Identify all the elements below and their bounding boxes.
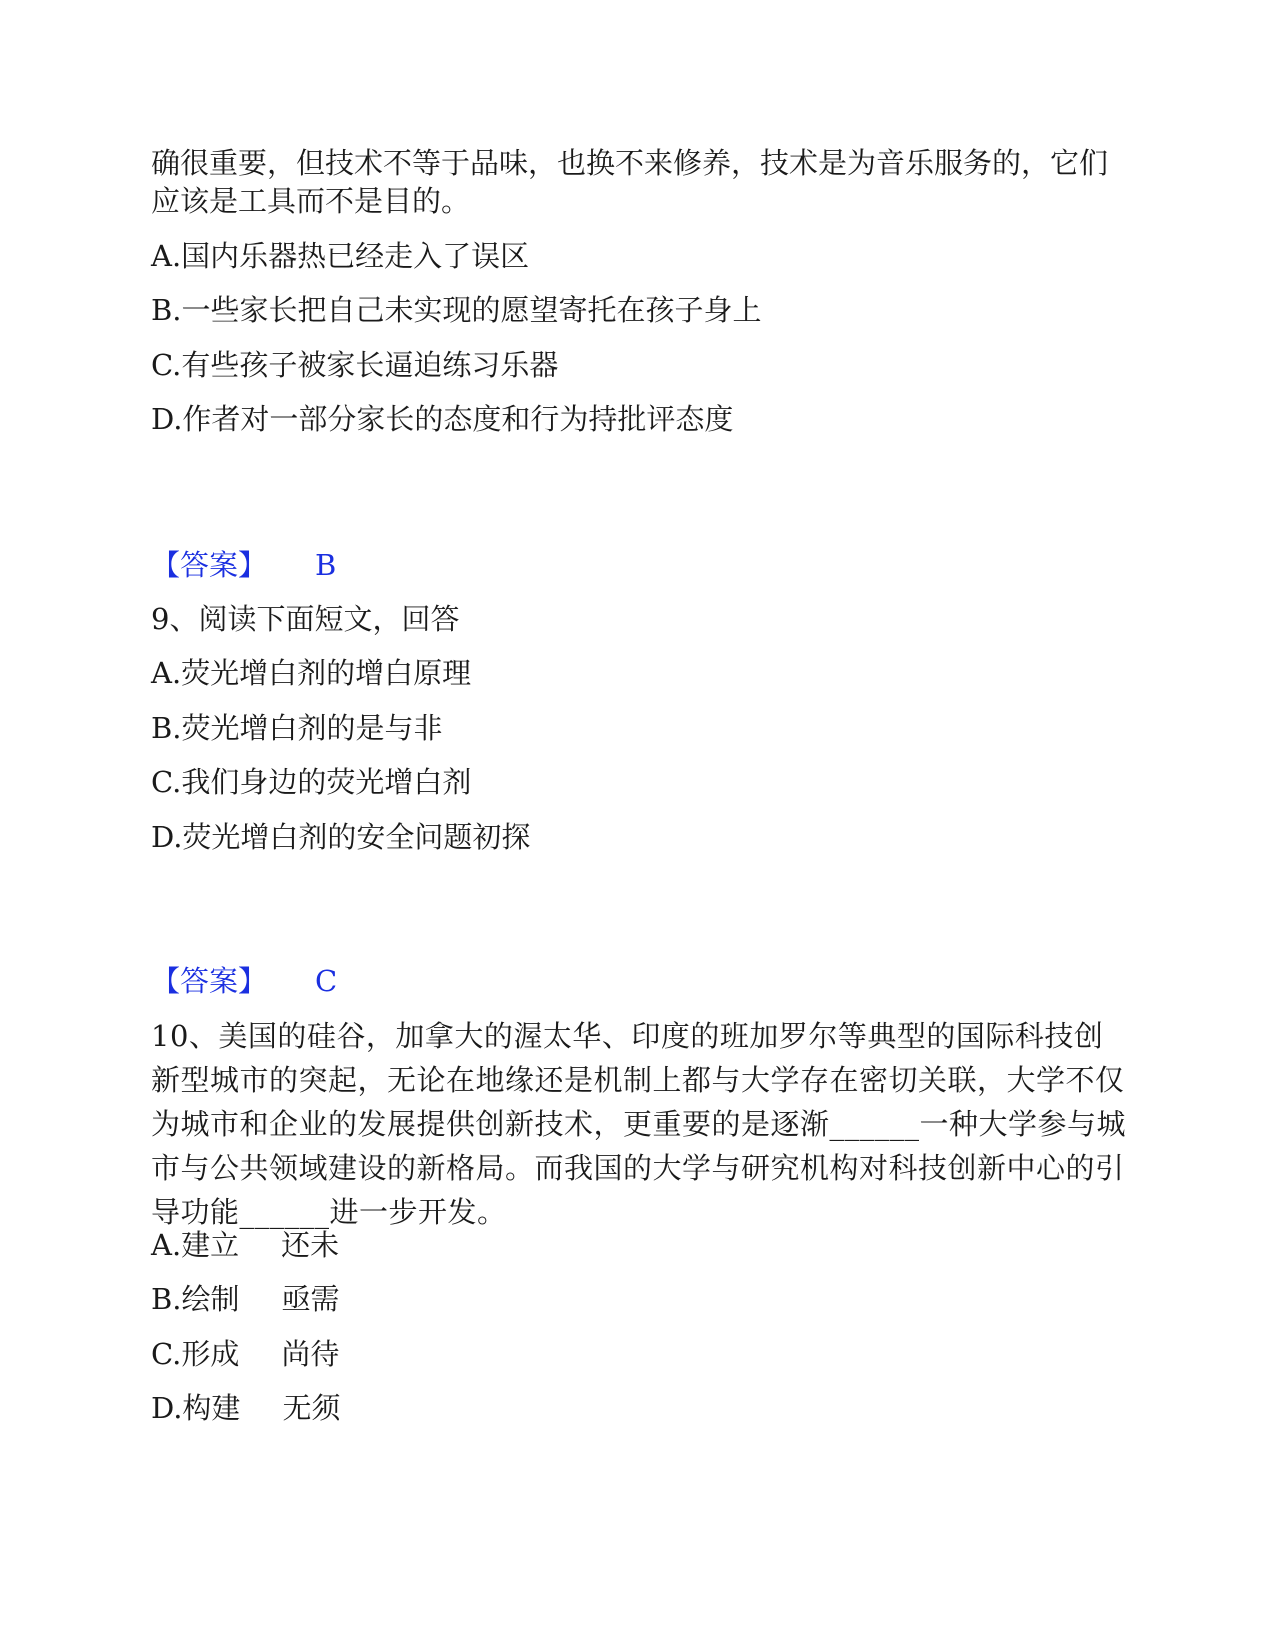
q9-stem: 9、阅读下面短文，回答 [151, 602, 460, 636]
q8-option-b: B.一些家长把自己未实现的愿望寄托在孩子身上 [151, 293, 762, 327]
q9-answer [151, 961, 337, 1001]
q10-option-c [151, 1334, 339, 1374]
option-part-2: 无须 [282, 1391, 341, 1425]
q10-option-a [151, 1225, 339, 1265]
intro-line-2: 应该是工具而不是目的。 [151, 184, 471, 218]
q8-answer [151, 545, 336, 585]
option-part-2: 尚待 [281, 1337, 340, 1371]
answer-value: B [315, 548, 337, 582]
q10-stem: 10、美国的硅谷，加拿大的渥太华、印度的班加罗尔等典型的国际科技创新型城市的突起，无论在地缘还是机制上都与大学存在密切关联，大学不仅为城市和企业的发展提供创新技术，更重要的是逐渐______一种大学参与城市与公共领域建设的新格局。而我国的大学与研究机构对科技创新中心的引导功能______进一步开发。 [151, 1019, 1127, 1229]
option-part-1: B.绘制 [151, 1282, 240, 1316]
q8-option-a: A.国内乐器热已经走入了误区 [151, 239, 530, 273]
q8-option-d: D.作者对一部分家长的态度和行为持批评态度 [151, 402, 734, 436]
q9-option-d: D.荧光增白剂的安全问题初探 [151, 820, 531, 854]
q9-option-b: B.荧光增白剂的是与非 [151, 711, 443, 745]
option-part-1: C.形成 [151, 1337, 240, 1371]
option-part-2: 亟需 [281, 1282, 340, 1316]
intro-line-1: 确很重要，但技术不等于品味，也换不来修养，技术是为音乐服务的，它们 [151, 146, 1109, 180]
option-part-1: D.构建 [151, 1391, 241, 1425]
q8-option-c: C.有些孩子被家长逼迫练习乐器 [151, 348, 559, 382]
option-part-2: 还未 [281, 1228, 340, 1262]
answer-label: 【答案】 [151, 548, 268, 582]
q10-option-b [151, 1279, 340, 1319]
answer-value: C [315, 964, 338, 998]
answer-label: 【答案】 [151, 964, 268, 998]
option-part-1: A.建立 [151, 1228, 240, 1262]
q10-option-d [151, 1388, 340, 1428]
q9-option-c: C.我们身边的荧光增白剂 [151, 765, 472, 799]
q9-option-a: A.荧光增白剂的增白原理 [151, 656, 472, 690]
